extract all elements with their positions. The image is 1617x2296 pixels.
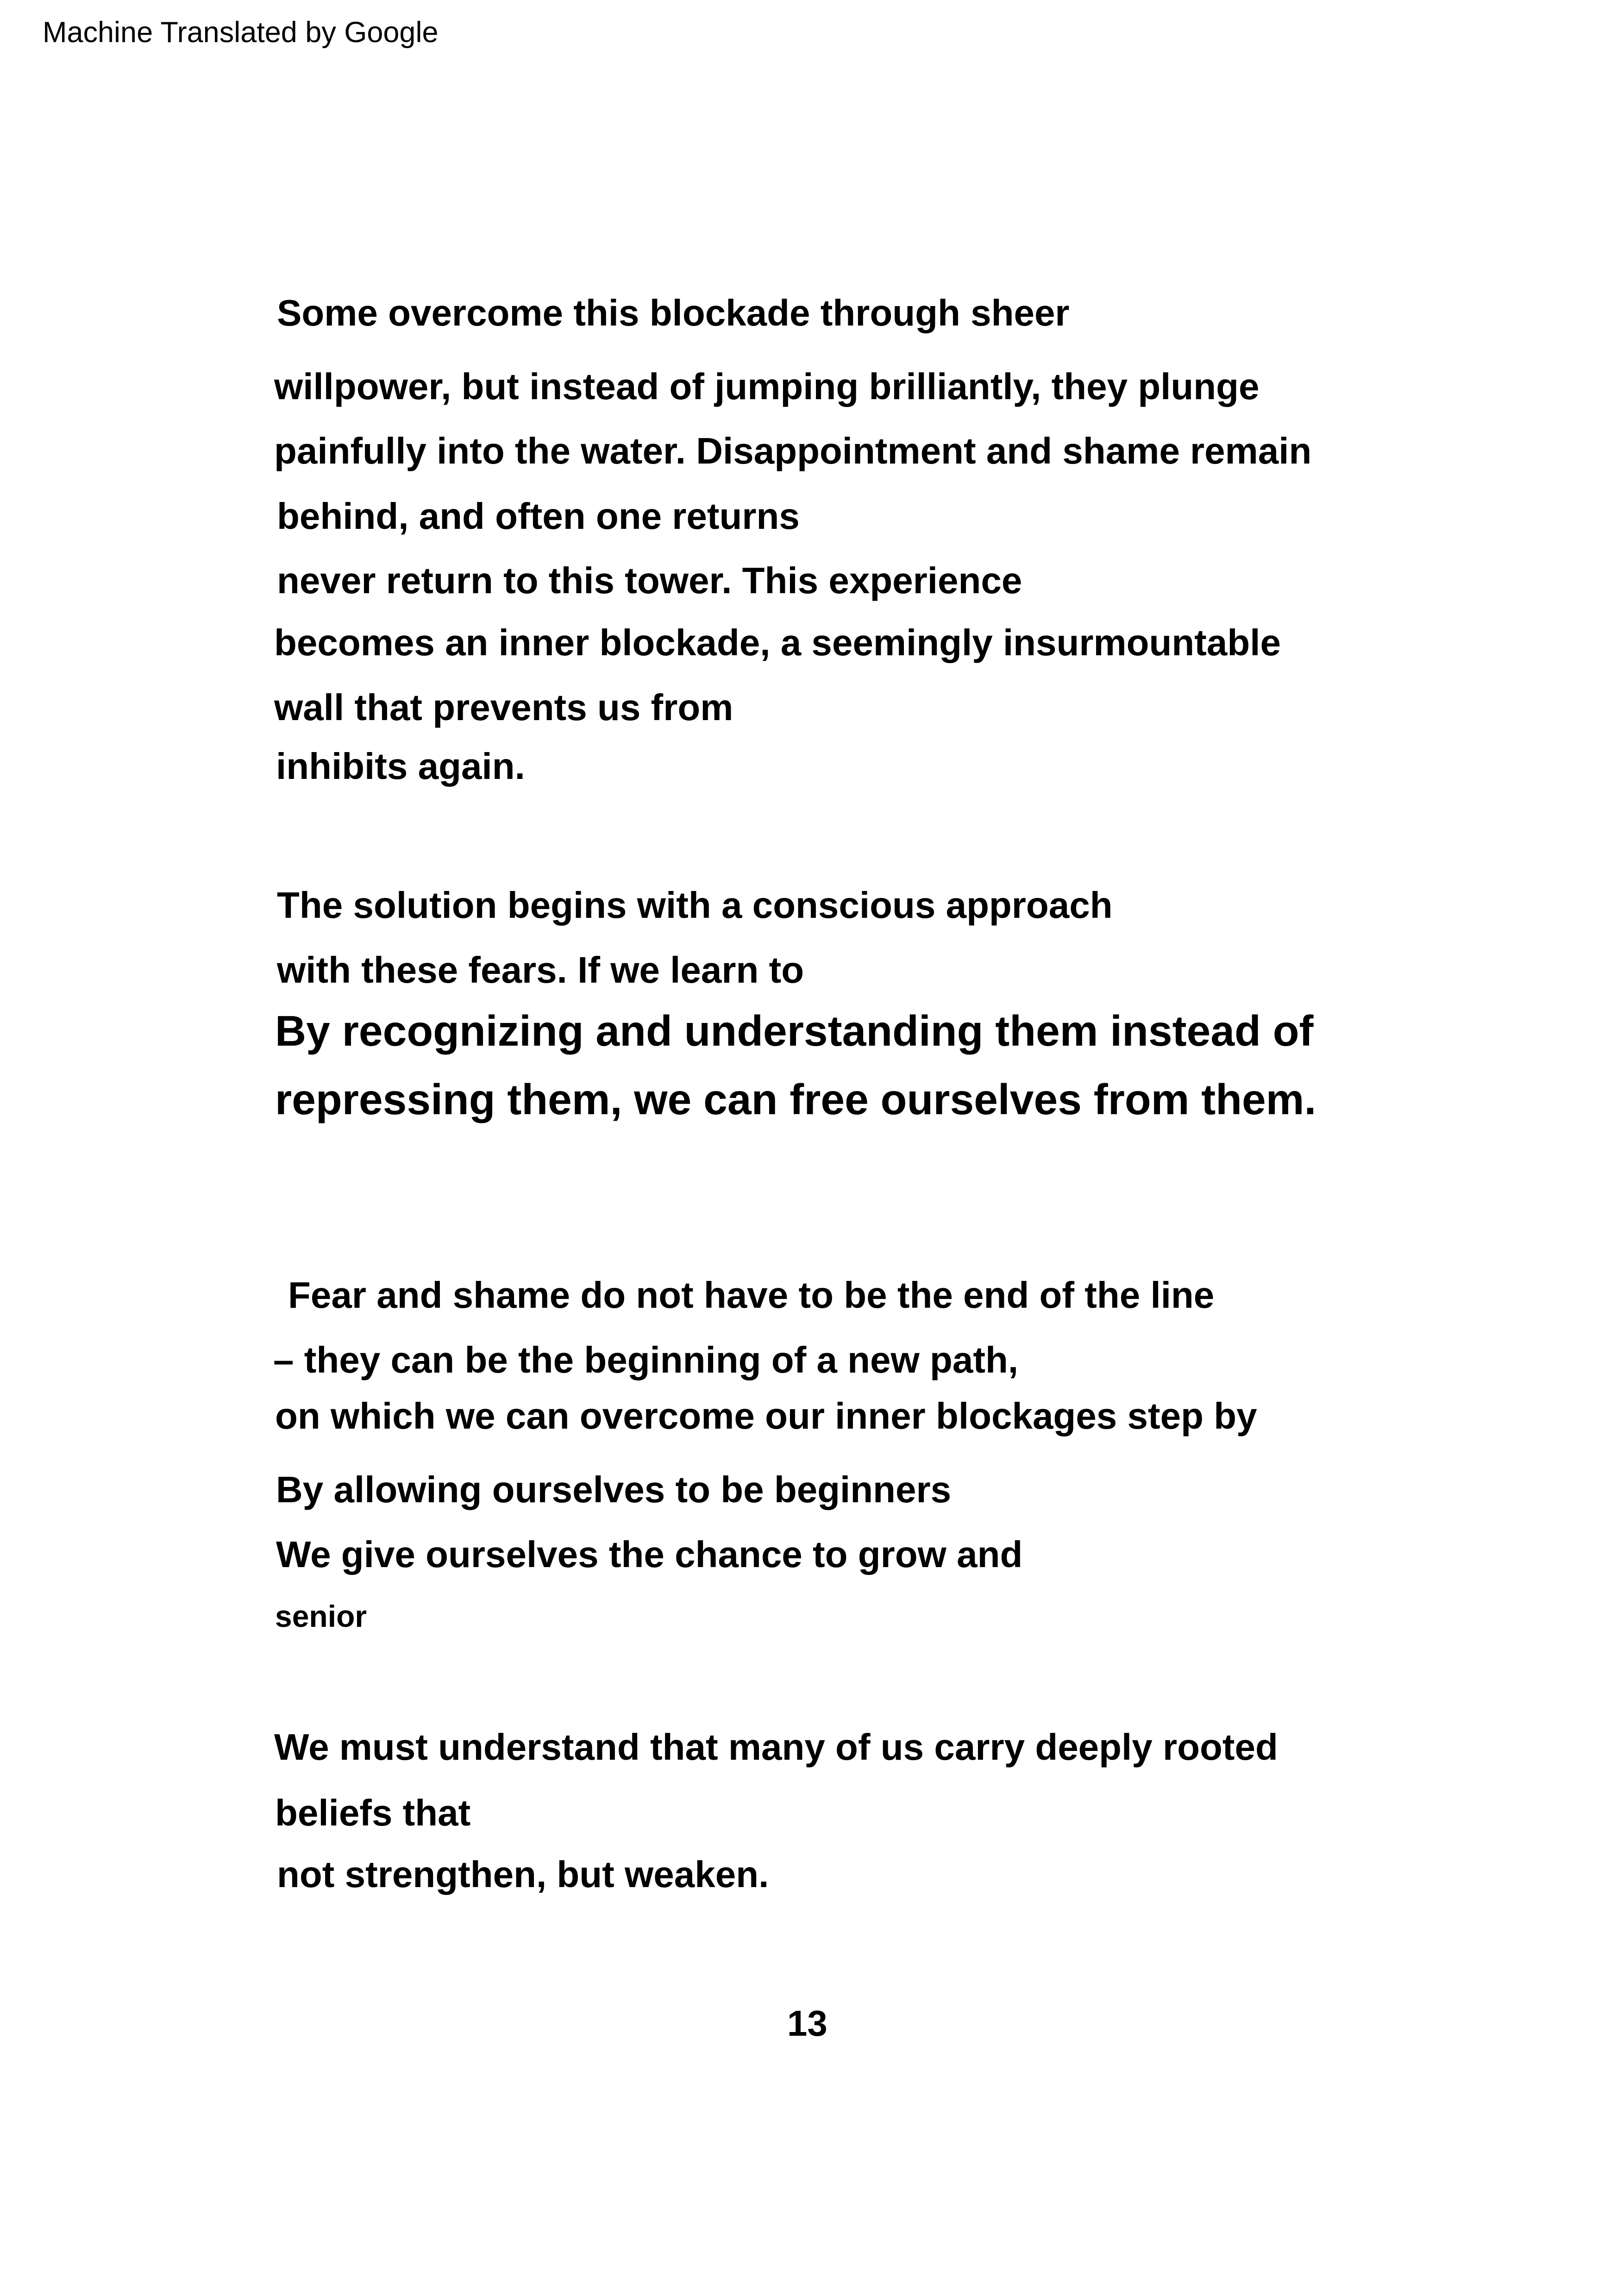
text-line: repressing them, we can free ourselves from them. xyxy=(275,1075,1316,1123)
text-line: willpower, but instead of jumping brilliantly, they plunge xyxy=(274,366,1260,407)
page-number: 13 xyxy=(787,2003,827,2044)
text-line: We give ourselves the chance to grow and xyxy=(276,1534,1023,1575)
text-line: By allowing ourselves to be beginners xyxy=(276,1469,952,1510)
text-line: beliefs that xyxy=(275,1792,471,1833)
text-line: with these fears. If we learn to xyxy=(277,949,804,991)
text-line: painfully into the water. Disappointment and shame remain xyxy=(274,430,1312,471)
text-line: Fear and shame do not have to be the end of the line xyxy=(288,1274,1215,1316)
text-line: not strengthen, but weaken. xyxy=(277,1854,769,1895)
text-line: on which we can overcome our inner blockages step by xyxy=(275,1395,1257,1437)
machine-translation-note: Machine Translated by Google xyxy=(43,16,439,49)
text-line: wall that prevents us from xyxy=(274,687,733,728)
text-line: senior xyxy=(275,1599,367,1633)
text-line: inhibits again. xyxy=(276,746,525,787)
text-line: becomes an inner blockade, a seemingly insurmountable xyxy=(274,622,1281,663)
text-line: – they can be the beginning of a new path, xyxy=(273,1339,1019,1380)
text-line: The solution begins with a conscious approach xyxy=(277,885,1113,926)
text-line: behind, and often one returns xyxy=(277,496,800,537)
text-line: By recognizing and understanding them instead of xyxy=(275,1007,1314,1055)
text-line: Some overcome this blockade through sheer xyxy=(277,292,1070,333)
text-line: never return to this tower. This experience xyxy=(277,560,1022,601)
text-line: We must understand that many of us carry deeply rooted xyxy=(274,1726,1278,1768)
